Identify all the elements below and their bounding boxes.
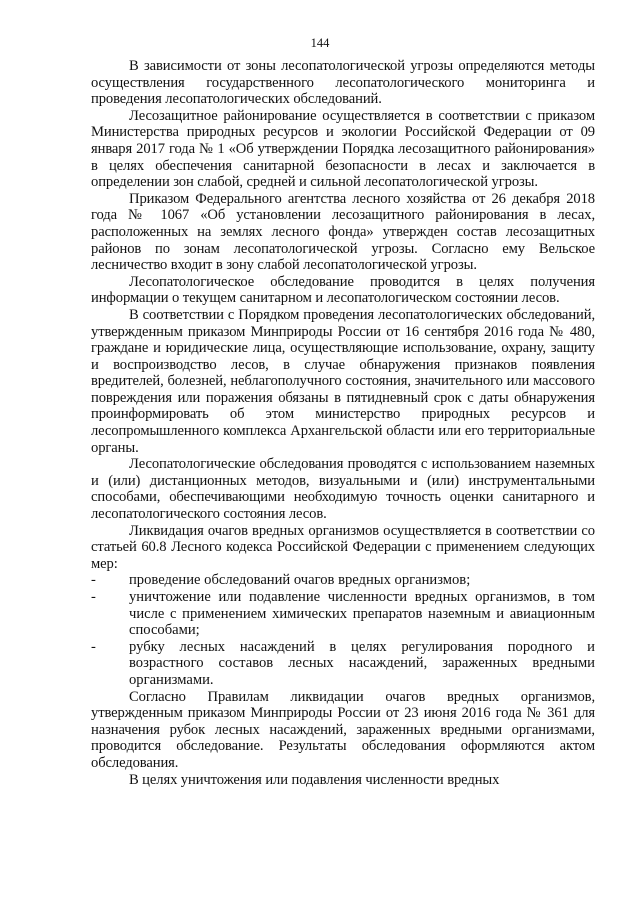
list-item xyxy=(91,639,595,689)
paragraph: Лесопатологические обследования проводятся с использованием наземных и (или) дистанционных методов, визуальными и (или) инструментальными способами, обеспечивающими необходимую точность оценки санитарного и лесопатологического состояния лесов. xyxy=(91,456,595,523)
paragraph: В целях уничтожения или подавления численности вредных xyxy=(129,771,500,788)
list-item-text: рубку лесных насаждений в целях регулирования породного и возрастного составов лесных насаждений, зараженных вредными организмами. xyxy=(129,638,595,688)
paragraph: Согласно Правилам ликвидации очагов вредных организмов, утвержденным приказом Минприроды России от 23 июня 2016 года № 361 для назначения рубок лесных насаждений, зараженных вредными организмами, проводится обследование. Результаты обследования оформляются актом обследования. xyxy=(91,688,595,771)
page-number: 144 xyxy=(310,36,330,50)
document-body xyxy=(91,58,595,788)
paragraph: Приказом Федерального агентства лесного хозяйства от 26 декабря 2018 года № 1067 «Об установлении лесозащитного районирования в лесах, расположенных на землях лесного фонда» утвержден состав лесозащитных районов по зонам лесопатологической угрозы. Согласно ему Вельское лесничество входит в зону слабой лесопатологической угрозы. xyxy=(91,190,595,274)
list-item xyxy=(91,572,595,589)
paragraph: Ликвидация очагов вредных организмов осуществляется в соответствии со статьей 60.8 Лесного кодекса Российской Федерации с применением следующих мер: xyxy=(91,522,595,572)
paragraph: Лесозащитное районирование осуществляется в соответствии с приказом Министерства природных ресурсов и экологии Российской Федерации от 09 января 2017 года № 1 «Об утверждении Порядка лесозащитного районирования» в целях обеспечения санитарной безопасности в лесах и заключается в определении зон слабой, средней и сильной лесопатологической угрозы. xyxy=(91,107,595,191)
paragraph: В зависимости от зоны лесопатологической угрозы определяются методы осуществления государственного лесопатологического мониторинга и проведения лесопатологических обследований. xyxy=(91,58,595,108)
list-item-text: уничтожение или подавление численности вредных организмов, в том числе с применением химических препаратов наземным и авиационным способами; xyxy=(129,589,595,639)
list-dash: - xyxy=(91,638,96,655)
paragraph: В соответствии с Порядком проведения лесопатологических обследований, утвержденным приказом Минприроды России от 16 сентября 2016 года № 480, граждане и юридические лица, осуществляющие использование, охрану, защиту и воспроизводство лесов, в случае обнаружения признаков появления вредителей, болезней, неблагополучного состояния, значительного или массового повреждения или поражения обязаны в пятидневный срок с даты обнаружения проинформировать об этом министерство природных ресурсов и лесопромышленного комплекса Архангельской области или его территориальные органы. xyxy=(91,306,595,456)
measures-list xyxy=(91,572,595,688)
list-dash: - xyxy=(91,589,96,605)
list-dash: - xyxy=(91,572,96,589)
paragraph: Лесопатологическое обследование проводится в целях получения информации о текущем санитарном и лесопатологическом состоянии лесов. xyxy=(91,273,595,307)
list-item xyxy=(91,589,595,639)
list-item-text: проведение обследований очагов вредных организмов; xyxy=(129,572,471,589)
